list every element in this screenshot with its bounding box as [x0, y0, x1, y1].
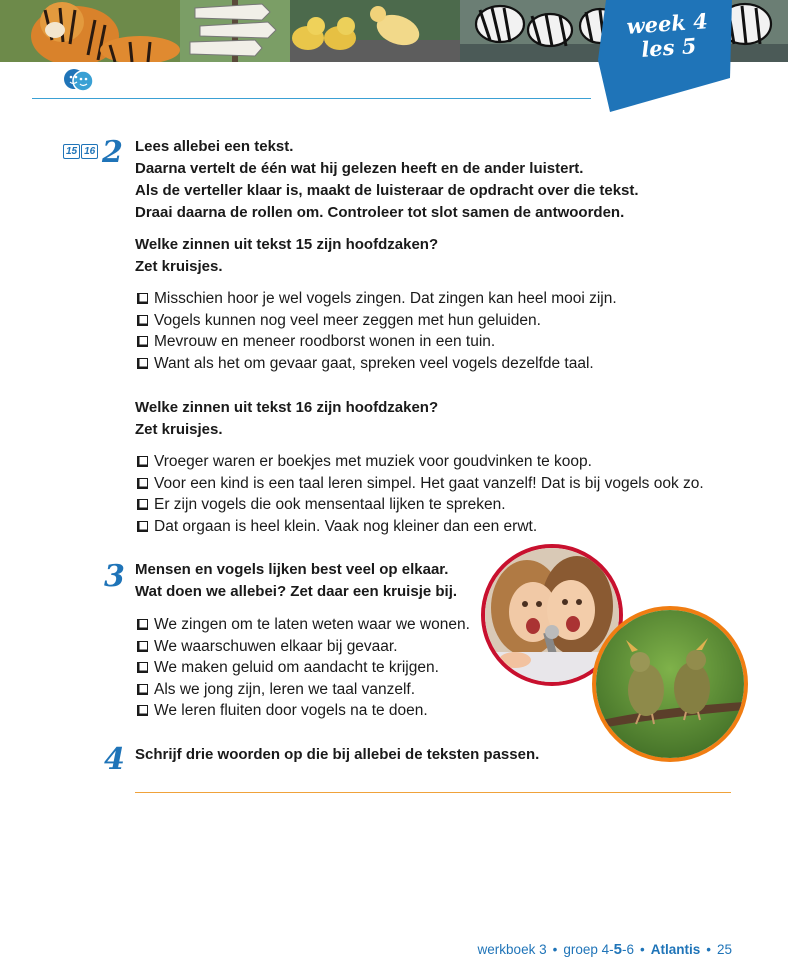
footer-book: werkboek 3 [477, 942, 547, 957]
question-prompt: Wat doen we allebei? Zet daar een kruisje bij. [135, 583, 458, 600]
checkbox[interactable] [137, 662, 148, 673]
checkbox[interactable] [137, 358, 148, 369]
options-list-text-15 [135, 288, 617, 374]
page-footer: werkboek 3 • groep 4-5-6 • Atlantis • 25 [477, 941, 732, 958]
signpost-image [180, 0, 290, 62]
checkbox[interactable] [137, 619, 148, 630]
footer-group-current: 5 [613, 941, 622, 958]
option-item [135, 473, 704, 495]
option-item [135, 451, 704, 473]
question-prompt: Zet kruisjes. [135, 421, 223, 438]
exercise-2-instructions [135, 136, 639, 224]
header-divider [32, 98, 591, 99]
footer-brand: Atlantis [650, 942, 701, 957]
option-item [135, 679, 470, 701]
singing-birds-photo [592, 606, 748, 762]
exercise-2-question-16 [135, 397, 438, 441]
checkbox[interactable] [137, 521, 148, 532]
week-label: week 4 [625, 8, 709, 39]
option-item [135, 494, 704, 516]
footer-group-suffix: -6 [621, 942, 634, 957]
option-text: We maken geluid om aandacht te krijgen. [154, 659, 439, 676]
question-prompt: Zet kruisjes. [135, 258, 223, 275]
text-badge-15: 15 [63, 144, 80, 159]
checkbox[interactable] [137, 641, 148, 652]
question-text: Mensen en vogels lijken best veel op elkaar. [135, 561, 449, 578]
options-list-exercise-3 [135, 614, 470, 722]
text-reference-badge [63, 144, 98, 159]
text-badge-16: 16 [81, 144, 98, 159]
option-text: We leren fluiten door vogels na te doen. [154, 702, 428, 719]
pair-work-icon [62, 66, 96, 94]
exercise-number-3: 3 [104, 559, 125, 594]
option-item [135, 700, 470, 722]
lesson-label: les 5 [640, 33, 698, 62]
option-item [135, 331, 617, 353]
checkbox[interactable] [137, 705, 148, 716]
answer-line[interactable] [135, 792, 731, 793]
question-text: Schrijf drie woorden op die bij allebei de teksten passen. [135, 746, 540, 763]
option-text: Dat orgaan is heel klein. Vaak nog kleiner dan een erwt. [154, 517, 538, 535]
question-text: Welke zinnen uit tekst 16 zijn hoofdzaken? [135, 399, 439, 416]
checkbox[interactable] [137, 336, 148, 347]
checkbox[interactable] [137, 456, 148, 467]
option-text: Vroeger waren er boekjes met muziek voor goudvinken te koop. [154, 453, 592, 470]
option-text: We waarschuwen elkaar bij gevaar. [154, 637, 398, 655]
option-text: Er zijn vogels die ook mensentaal lijken te spreken. [154, 496, 506, 513]
instruction-line: Daarna vertelt de één wat hij gelezen heeft en de ander luistert. [135, 160, 584, 177]
option-text: Als we jong zijn, leren we taal vanzelf. [154, 680, 416, 698]
checkbox[interactable] [137, 293, 148, 304]
option-item [135, 353, 617, 375]
footer-group-prefix: groep 4- [563, 942, 614, 957]
question-text: Welke zinnen uit tekst 15 zijn hoofdzaken? [135, 236, 439, 253]
exercise-3-question [135, 559, 457, 603]
week-lesson-tab [598, 0, 732, 112]
option-text: Mevrouw en meneer roodborst wonen in een tuin. [154, 333, 496, 350]
option-text: Want als het om gevaar gaat, spreken veel vogels dezelfde taal. [154, 354, 594, 372]
option-text: Voor een kind is een taal leren simpel. Het gaat vanzelf! Dat is bij vogels ook zo. [154, 474, 704, 492]
option-item [135, 636, 470, 658]
option-item [135, 516, 704, 538]
exercise-number-4: 4 [104, 742, 125, 777]
exercise-number-2: 2 [102, 135, 123, 170]
page-number: 25 [716, 942, 732, 957]
instruction-line: Draai daarna de rollen om. Controleer tot slot samen de antwoorden. [135, 204, 625, 221]
tiger-image [0, 0, 180, 62]
checkbox[interactable] [137, 478, 148, 489]
instruction-line: Lees allebei een tekst. [135, 138, 294, 155]
instruction-line: Als de verteller klaar is, maakt de luisteraar de opdracht over die tekst. [135, 182, 639, 199]
checkbox[interactable] [137, 315, 148, 326]
option-item [135, 657, 470, 679]
option-item [135, 614, 470, 636]
option-text: Misschien hoor je wel vogels zingen. Dat zingen kan heel mooi zijn. [154, 290, 617, 307]
checkbox[interactable] [137, 499, 148, 510]
exercise-4-question [135, 744, 539, 766]
footer-group [563, 942, 634, 957]
options-list-text-16 [135, 451, 704, 537]
exercise-2-question-15 [135, 234, 438, 278]
option-item [135, 310, 617, 332]
ducklings-image [290, 0, 460, 62]
option-text: We zingen om te laten weten waar we wonen. [154, 616, 470, 633]
option-item [135, 288, 617, 310]
option-text: Vogels kunnen nog veel meer zeggen met hun geluiden. [154, 311, 541, 329]
checkbox[interactable] [137, 684, 148, 695]
